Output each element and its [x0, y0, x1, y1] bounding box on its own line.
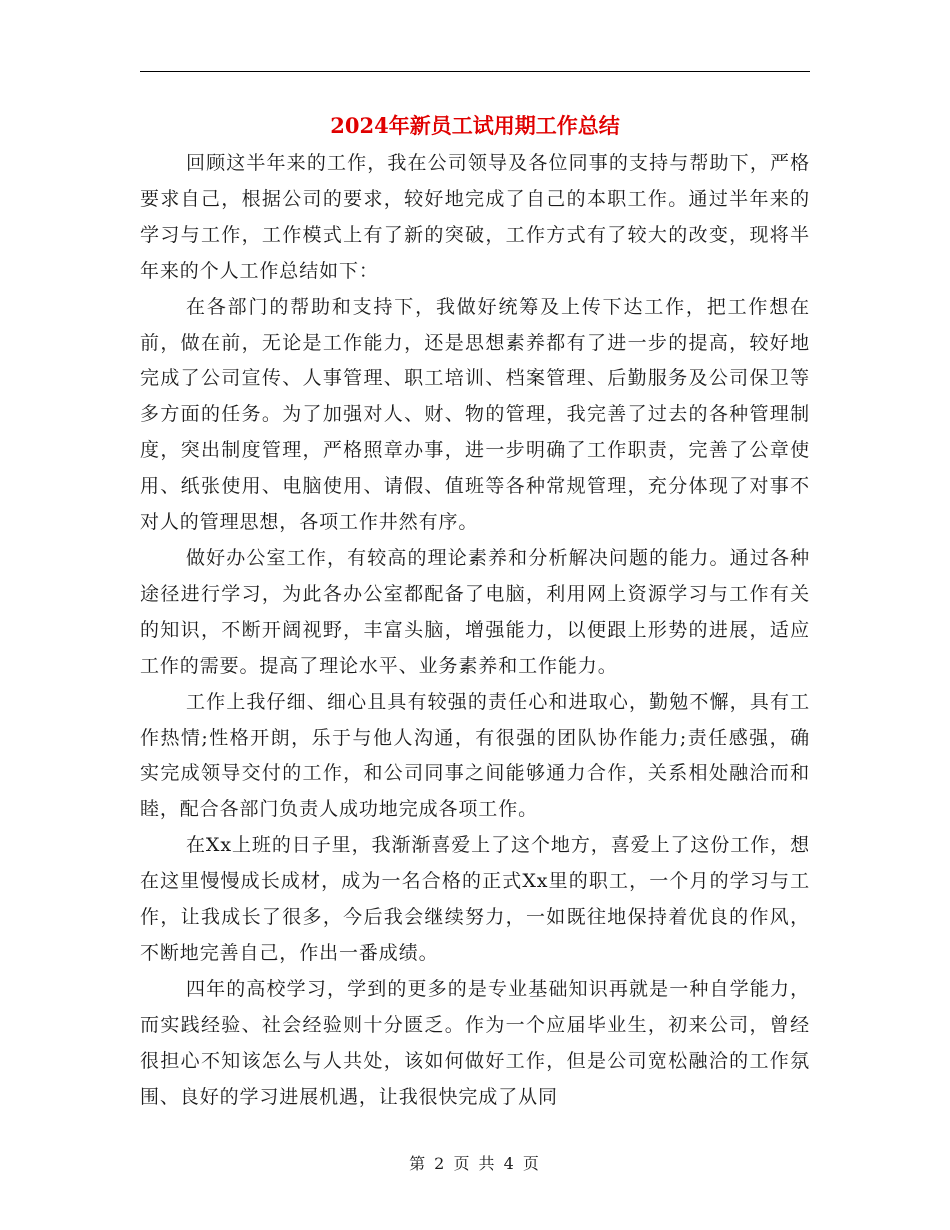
paragraph-5: 在Xx上班的日子里，我渐渐喜爱上了这个地方，喜爱上了这份工作，想在这里慢慢成长成材，成为一名合格的正式Xx里的职工，一个月的学习与工作，让我成长了很多，今后我会继续努力，一如既往地保持着优良的作风，不断地完善自己，作出一番成绩。	[140, 834, 810, 964]
document-body	[140, 146, 810, 1115]
paragraph-2: 在各部门的帮助和支持下，我做好统筹及上传下达工作，把工作想在前，做在前，无论是工作能力，还是思想素养都有了进一步的提高，较好地完成了公司宣传、人事管理、职工培训、档案管理、后勤服务及公司保卫等多方面的任务。为了加强对人、财、物的管理，我完善了过去的各种管理制度，突出制度管理，严格照章办事，进一步明确了工作职责，完善了公章使用、纸张使用、电脑使用、请假、值班等各种常规管理，充分体现了对事不对人的管理思想，各项工作井然有序。	[140, 295, 810, 534]
paragraph-3: 做好办公室工作，有较高的理论素养和分析解决问题的能力。通过各种途径进行学习，为此各办公室都配备了电脑，利用网上资源学习与工作有关的知识，不断开阔视野，丰富头脑，增强能力，以便跟上形势的进展，适应工作的需要。提高了理论水平、业务素养和工作能力。	[140, 546, 810, 677]
page-number-footer: 第 2 页 共 4 页	[409, 1154, 541, 1173]
paragraph-1: 回顾这半年来的工作，我在公司领导及各位同事的支持与帮助下，严格要求自己，根据公司的要求，较好地完成了自己的本职工作。通过半年来的学习与工作，工作模式上有了新的突破，工作方式有了较大的改变，现将半年来的个人工作总结如下：	[140, 152, 810, 282]
header-rule	[140, 71, 810, 72]
paragraph-6: 四年的高校学习，学到的更多的是专业基础知识再就是一种自学能力，而实践经验、社会经验则十分匮乏。作为一个应届毕业生，初来公司，曾经很担心不知该怎么与人共处，该如何做好工作，但是公司宽松融洽的工作氛围、良好的学习进展机遇，让我很快完成了从同	[140, 977, 810, 1108]
paragraph-4: 工作上我仔细、细心且具有较强的责任心和进取心，勤勉不懈，具有工作热情;性格开朗，乐于与他人沟通，有很强的团队协作能力;责任感强，确实完成领导交付的工作，和公司同事之间能够通力合作，关系相处融洽而和睦，配合各部门负责人成功地完成各项工作。	[140, 690, 810, 821]
document-title: 2024年新员工试用期工作总结	[330, 113, 620, 138]
